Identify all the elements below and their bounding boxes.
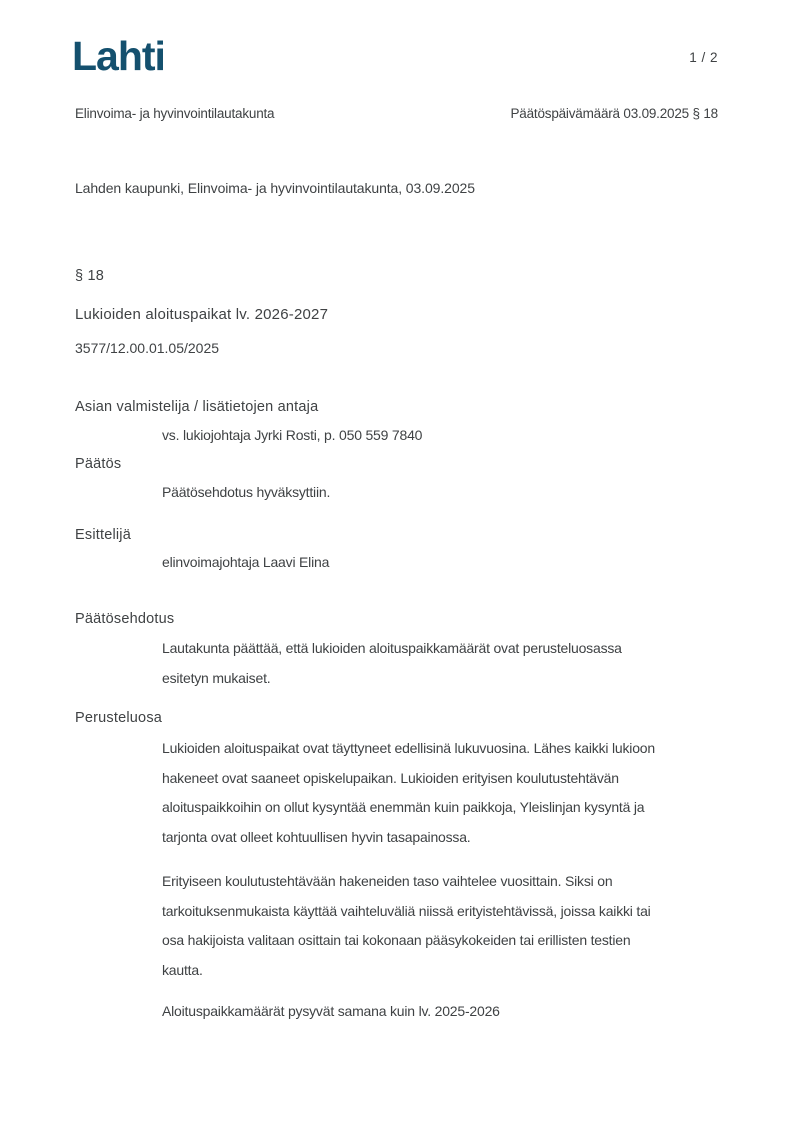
section-heading-paatos: Päätös [75, 456, 122, 472]
section-body-paatosehdotus [162, 634, 622, 693]
section-heading-paatosehdotus: Päätösehdotus [75, 611, 175, 627]
text-line: Lukioiden aloituspaikat ovat täyttyneet edellisinä lukuvuosina. Lähes kaikki lukioon [162, 740, 655, 756]
section-body-valmistelija: vs. lukiojohtaja Jyrki Rosti, p. 050 559 7840 [162, 427, 423, 443]
text-line: tarjonta ovat olleet kohtuullisen hyvin tasapainossa. [162, 828, 471, 845]
text-line: esitetyn mukaiset. [162, 669, 271, 686]
lahti-logo: Lahti [72, 33, 165, 79]
perusteluosa-paragraph-2 [162, 867, 651, 985]
section-heading-valmistelija: Asian valmistelija / lisätietojen antaja [75, 399, 319, 415]
text-line: osa hakijoista valitaan osittain tai kokonaan pääsykokeiden tai erillisten testien [162, 932, 631, 948]
document-subheader: Lahden kaupunki, Elinvoima- ja hyvinvointilautakunta, 03.09.2025 [75, 180, 475, 196]
decision-date: Päätöspäivämäärä 03.09.2025 § 18 [510, 106, 718, 121]
case-number: 3577/12.00.01.05/2025 [75, 340, 220, 356]
text-line: hakeneet ovat saaneet opiskelupaikan. Lukioiden erityisen koulutustehtävän [162, 769, 619, 786]
text-line: Lautakunta päättää, että lukioiden aloituspaikkamäärät ovat perusteluosassa [162, 640, 622, 656]
text-line: tarkoituksenmukaista käyttää vaihteluväliä niissä erityistehtävissä, joissa kaikki tai [162, 902, 651, 919]
perusteluosa-paragraph-3 [162, 997, 500, 1027]
document-header [75, 106, 718, 121]
text-line: Aloituspaikkamäärät pysyvät samana kuin lv. 2025-2026 [162, 1003, 500, 1019]
case-title: Lukioiden aloituspaikat lv. 2026-2027 [75, 306, 329, 323]
committee-name: Elinvoima- ja hyvinvointilautakunta [75, 106, 275, 121]
perusteluosa-paragraph-1 [162, 734, 655, 852]
text-line: kautta. [162, 961, 203, 978]
section-heading-perusteluosa: Perusteluosa [75, 710, 163, 726]
section-number: § 18 [75, 268, 105, 284]
section-body-esittelija: elinvoimajohtaja Laavi Elina [162, 554, 330, 570]
section-body-paatos: Päätösehdotus hyväksyttiin. [162, 484, 331, 500]
text-line: Erityiseen koulutustehtävään hakeneiden taso vaihtelee vuosittain. Siksi on [162, 873, 613, 889]
page-indicator: 1 / 2 [689, 50, 718, 65]
text-line: aloituspaikkoihin on ollut kysyntää enemmän kuin paikkoja, Yleislinjan kysyntä ja [162, 799, 645, 815]
section-heading-esittelija: Esittelijä [75, 527, 131, 543]
